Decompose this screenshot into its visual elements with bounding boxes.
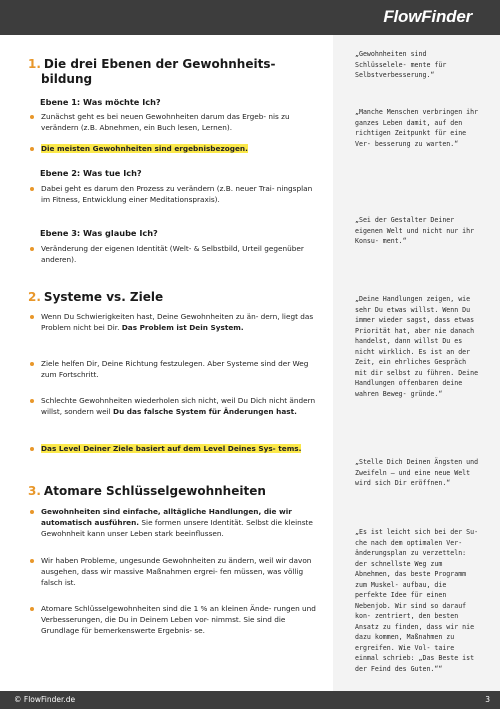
bullet-dot-icon: [30, 399, 34, 403]
bullet-dot-icon: [30, 187, 34, 191]
list-item-highlighted: Die meisten Gewohnheiten sind ergebnisbezogen.: [29, 143, 319, 154]
bullet-dot-icon: [30, 147, 34, 151]
sidebar-quote: „Sei der Gestalter Deiner eigenen Welt und nicht nur ihr Konsu- ment.“: [355, 216, 475, 245]
sidebar-quote: „Gewohnheiten sind Schlüsselele- mente für Selbstverbesserung.“: [355, 50, 447, 79]
bullet-dot-icon: [30, 447, 34, 451]
bullet-dot-icon: [30, 315, 34, 319]
footer-bar: [0, 691, 500, 709]
section-title-cont: bildung: [41, 72, 93, 86]
bullet-dot-icon: [30, 362, 34, 366]
bullet-dot-icon: [30, 247, 34, 251]
bullet-dot-icon: [30, 115, 34, 119]
list-item: Wenn Du Schwierigkeiten hast, Deine Gewohnheiten zu än- dern, liegt das Problem nicht bei Dir. Das Problem ist Dein System.: [29, 311, 319, 333]
level-3-heading: Ebene 3: Was glaube Ich?: [40, 228, 158, 238]
list-item: Veränderung der eigenen Identität (Welt- & Selbstbild, Urteil gegenüber anderen).: [29, 243, 319, 265]
brand-logo: FlowFinder: [383, 7, 472, 26]
list-item: Gewohnheiten sind einfache, alltägliche Handlungen, die wir automatisch ausführen. Sie formen unsere Identität. Selbst die kleinste Gewohnheit kann unser Leben stark beeinflussen.: [29, 506, 319, 539]
sidebar-quote: „Manche Menschen verbringen ihr ganzes Leben damit, auf den richtigen Zeitpunkt für eine Ver- besserung zu warten.“: [355, 108, 479, 148]
list-item-highlighted: Das Level Deiner Ziele basiert auf dem Level Deines Sys- tems.: [29, 443, 319, 454]
list-item: Atomare Schlüsselgewohnheiten sind die 1 % an kleinen Ände- rungen und Verbesserungen, die Du in Deinem Leben vor- nimmst. Sie sind die Grundlage für bemerkenswerte Ergebnis- se.: [29, 603, 319, 636]
header-bar: [0, 0, 500, 35]
level-1-heading: Ebene 1: Was möchte Ich?: [40, 97, 161, 107]
section-title-2: [28, 290, 163, 305]
section-title-1: [28, 57, 275, 87]
section-number: 1.: [28, 57, 41, 71]
bullet-dot-icon: [30, 510, 34, 514]
bullet-dot-icon: [30, 559, 34, 563]
section-number: 2.: [28, 290, 41, 304]
list-item: Wir haben Probleme, ungesunde Gewohnheiten zu ändern, weil wir davon ausgehen, dass wir massive Maßnahmen ergrei- fen müssen, was völlig falsch ist.: [29, 555, 319, 588]
bullet-dot-icon: [30, 607, 34, 611]
section-title-text: Die drei Ebenen der Gewohnheits-: [43, 57, 276, 71]
list-item: Ziele helfen Dir, Deine Richtung festzulegen. Aber Systeme sind der Weg zum Fortschritt.: [29, 358, 319, 380]
section-title-3: [28, 484, 266, 499]
list-item: Zunächst geht es bei neuen Gewohnheiten darum das Ergeb- nis zu verändern (z.B. Abnehmen, ein Buch lesen, Lernen).: [29, 111, 319, 133]
sidebar-quote: „Stelle Dich Deinen Ängsten und Zweifeln – und eine neue Welt wird sich Dir eröffnen.“: [355, 458, 479, 487]
section-title-text: Systeme vs. Ziele: [43, 290, 164, 304]
page-number: 3: [485, 695, 490, 704]
footer-site: © FlowFinder.de: [14, 695, 76, 704]
list-item: Dabei geht es darum den Prozess zu verändern (z.B. neuer Trai- ningsplan im Fitness, Entwicklung einer Meditationspraxis).: [29, 183, 319, 205]
level-2-heading: Ebene 2: Was tue Ich?: [40, 168, 142, 178]
sidebar-quote: „Deine Handlungen zeigen, wie sehr Du etwas willst. Wenn Du immer wieder sagst, dass etwas Priorität hat, aber nie danach handelst, dann willst Du es nicht wirklich. Es ist an der Zeit, ein ehrliches Gespräch mit dir selbst zu führen. Deine Handlungen offenbaren deine wahren Beweg- gründe.“: [355, 295, 479, 398]
list-item: Schlechte Gewohnheiten wiederholen sich nicht, weil Du Dich nicht ändern willst, sondern weil Du das falsche System für Änderungen hast.: [29, 395, 319, 417]
section-title-text: Atomare Schlüsselgewohnheiten: [43, 484, 266, 498]
section-number: 3.: [28, 484, 41, 498]
sidebar-quote: „Es ist leicht sich bei der Su- che nach dem optimalen Ver- änderungsplan zu verzetteln: der schnellste Weg zum Abnehmen, das beste Programm zum Muskel- aufbau, die perfekte Idee für einen Nebenjob. Wir sind so darauf kon- zentriert, den besten Ansatz zu finden, dass wir nie dazu kommen, Maßnahmen zu ergreifen. Wie Vol- taire einmal schrieb: „Das Beste ist der Feind des Guten.““: [355, 528, 479, 673]
